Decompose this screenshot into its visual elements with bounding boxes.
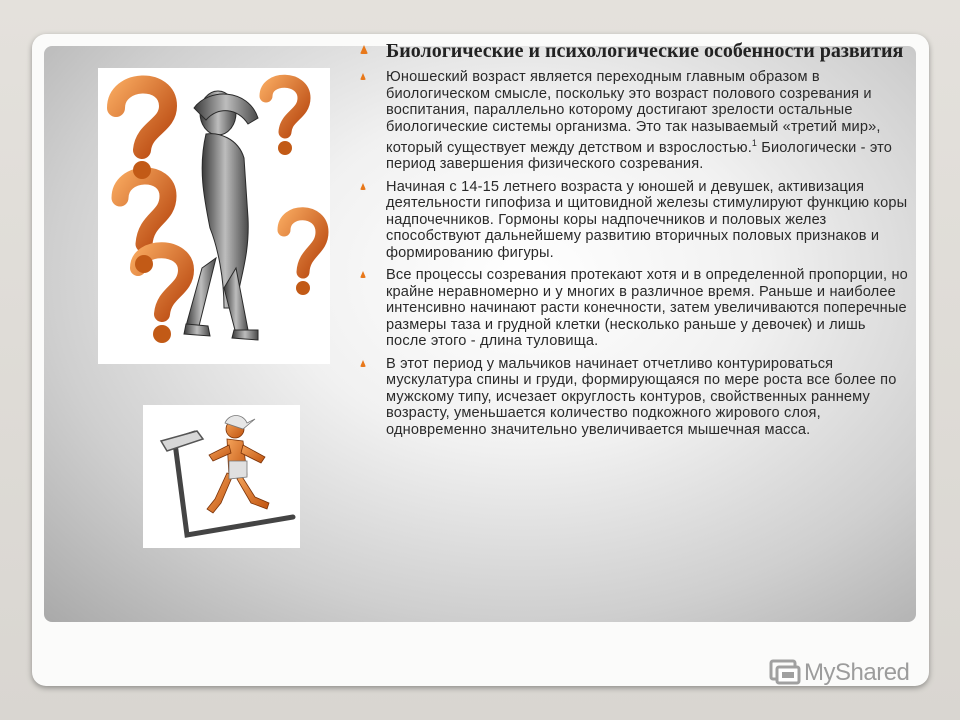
bullet-text-main: Юношеский возраст является переходным главным образом в биологическом смысле, поскольку это возраст полового созревания и воспитания, параллельно которому достигают зрелости остальные биологические системы организма. Это так называемый «третий мир», который существует между детством и взрослостью.: [386, 69, 881, 156]
bullet-icon: [360, 360, 366, 367]
bullet-icon: [360, 271, 366, 278]
bullet-icon: [360, 73, 366, 80]
slide-content: [358, 40, 908, 444]
list-item: [358, 267, 908, 350]
title-bullet-icon: [360, 45, 368, 54]
runner-image: [143, 405, 300, 548]
slide-title: Биологические и психологические особенности развития: [386, 40, 904, 62]
slide-title-row: [358, 40, 908, 63]
bullet-list: [358, 69, 908, 438]
watermark-label: MyShared: [804, 659, 910, 686]
question-marks-image: [98, 68, 330, 364]
runner-illustration: [143, 405, 300, 548]
list-item: [358, 356, 908, 439]
footnote-marker: 1: [751, 138, 758, 148]
bullet-text: В этот период у мальчиков начинает отчетливо контурироваться мускулатура спины и груди, формирующаяся по мере роста все более по мужскому типу, исчезает округлость контуров, свойственных раннему возрасту, уменьшается количество подкожного жирового слоя, одновременно значительно увеличивается мышечная масса.: [386, 355, 897, 438]
bullet-icon: [360, 183, 366, 190]
list-item: [358, 179, 908, 262]
bullet-text: Все процессы созревания протекают хотя и в определенной пропорции, но крайне неравномерно и у многих в различное время. Раньше и наиболее интенсивно начинают расти конечности, затем увеличиваются поперечные размеры таза и грудной клетки (несколько раньше у девочек) и лишь после этого - длина туловища.: [386, 267, 908, 350]
question-marks-illustration: [98, 68, 330, 364]
list-item: [358, 69, 908, 173]
bullet-text: [386, 69, 908, 173]
bullet-text-continued: Биологически - это период завершения физического созревания.: [386, 139, 893, 173]
bullet-text: Начиная с 14-15 летнего возраста у юношей и девушек, активизация деятельности гипофиза и щитовидной железы стимулируют функцию коры надпочечников. Гормоны коры надпочечников и половых желез способствуют дальнейшему развитию вторичных половых признаков и формированию фигуры.: [386, 178, 908, 261]
myshared-watermark[interactable]: [768, 656, 909, 690]
myshared-logo-icon: [768, 657, 802, 689]
